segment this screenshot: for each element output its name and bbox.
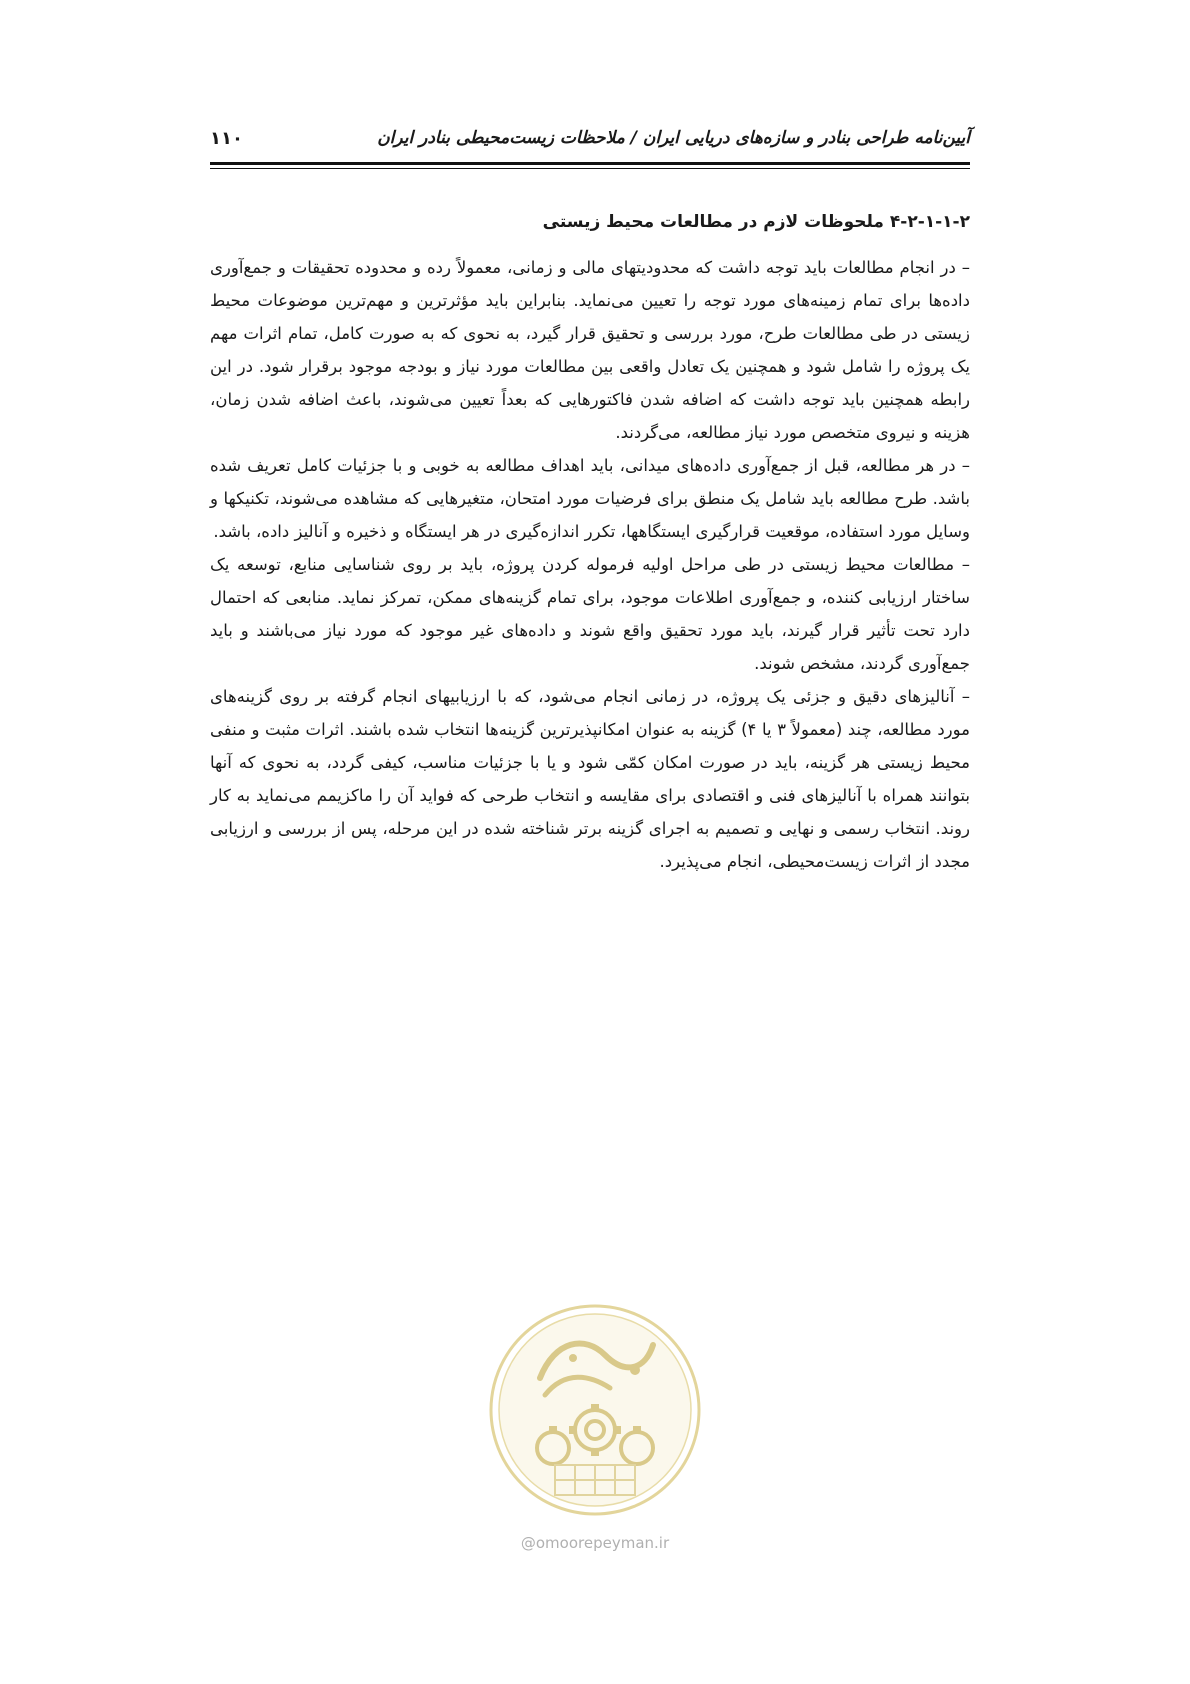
- header-rule-thick: [210, 162, 970, 165]
- running-title: آیین‌نامه طراحی بنادر و سازه‌های دریایی ایران / ملاحظات زیست‌محیطی بنادر ایران: [377, 128, 970, 148]
- at-icon: @: [520, 1534, 536, 1552]
- paragraph: – در انجام مطالعات باید توجه داشت که محدودیتهای مالی و زمانی، معمولاً رده و محدوده تحقیقات و جمع‌آوری داده‌ها برای تمام زمینه‌های مورد توجه را تعیین می‌نماید. بنابراین باید مؤثرترین و مهم‌ترین موضوعات محیط زیستی در طی مطالعات طرح، مورد بررسی و تحقیق قرار گیرد، به نحوی که به صورت کامل، تمام اثرات مهم یک پروژه را شامل شود و همچنین یک تعادل واقعی بین مطالعات مورد نیاز و بودجه موجود برقرار شود. در این رابطه همچنین باید توجه داشت که اضافه شدن فاکتورهایی که بعداً تعیین می‌شوند، باعث اضافه شدن زمان، هزینه و نیروی متخصص مورد نیاز مطالعه، می‌گردند.: [210, 258, 970, 442]
- paragraph: – آنالیزهای دقیق و جزئی یک پروژه، در زمانی انجام می‌شود، که با ارزیابیهای انجام گرفته بر روی گزینه‌های مورد مطالعه، چند (معمولاً ۳ یا ۴) گزینه به عنوان امکانپذیرترین گزینه‌ها انتخاب شده باشند. اثرات مثبت و منفی محیط زیستی هر گزینه، باید در صورت امکان کمّی شود و یا با جزئیات مناسب، کیفی گردد، به نحوی که آنها بتوانند همراه با آنالیزهای فنی و اقتصادی برای مقایسه و انتخاب طرحی که فواید آن را ماکزیمم می‌نماید به کار روند. انتخاب رسمی و نهایی و تصمیم به اجرای گزینه برتر شناخته شده در این مرحله، پس از بررسی و ارزیابی مجدد از اثرات زیست‌محیطی، انجام می‌پذیرد.: [210, 687, 971, 871]
- body-content: [210, 205, 970, 878]
- section-heading: ۴-۲-۱-۱-۲ ملحوظات لازم در مطالعات محیط زیستی: [542, 212, 970, 232]
- paragraph: – در هر مطالعه، قبل از جمع‌آوری داده‌های میدانی، باید اهداف مطالعه به خوبی و با جزئیات کامل تعریف شده باشد. طرح مطالعه باید شامل یک منطق برای فرضیات مورد امتحان، متغیرهایی که مشاهده می‌شوند، تکنیکها و وسایل مورد استفاده، موقعیت قرارگیری ایستگاهها، تکرر اندازه‌گیری در هر ایستگاه و ذخیره و آنالیز داده، باشد.: [210, 456, 970, 541]
- watermark-logo: [485, 1300, 705, 1520]
- paragraph: – مطالعات محیط زیستی در طی مراحل اولیه فرموله کردن پروژه، باید بر روی شناسایی منابع، توسعه یک ساختار ارزیابی کننده، و جمع‌آوری اطلاعات موجود، برای تمام گزینه‌های ممکن، تمرکز نماید. منابعی که احتمال دارد تحت تأثیر قرار گیرند، باید مورد تحقیق واقع شوند و داده‌های غیر موجود که مورد نیاز می‌باشند و باید جمع‌آوری گردند، مشخص شوند.: [210, 555, 970, 673]
- watermark-caption-text: omoorepeyman.ir: [535, 1534, 670, 1552]
- watermark-caption: [495, 1534, 695, 1552]
- page-number: ۱۱۰: [210, 128, 243, 149]
- header-rule-thin: [210, 168, 970, 169]
- watermark-seal-icon: [485, 1300, 705, 1520]
